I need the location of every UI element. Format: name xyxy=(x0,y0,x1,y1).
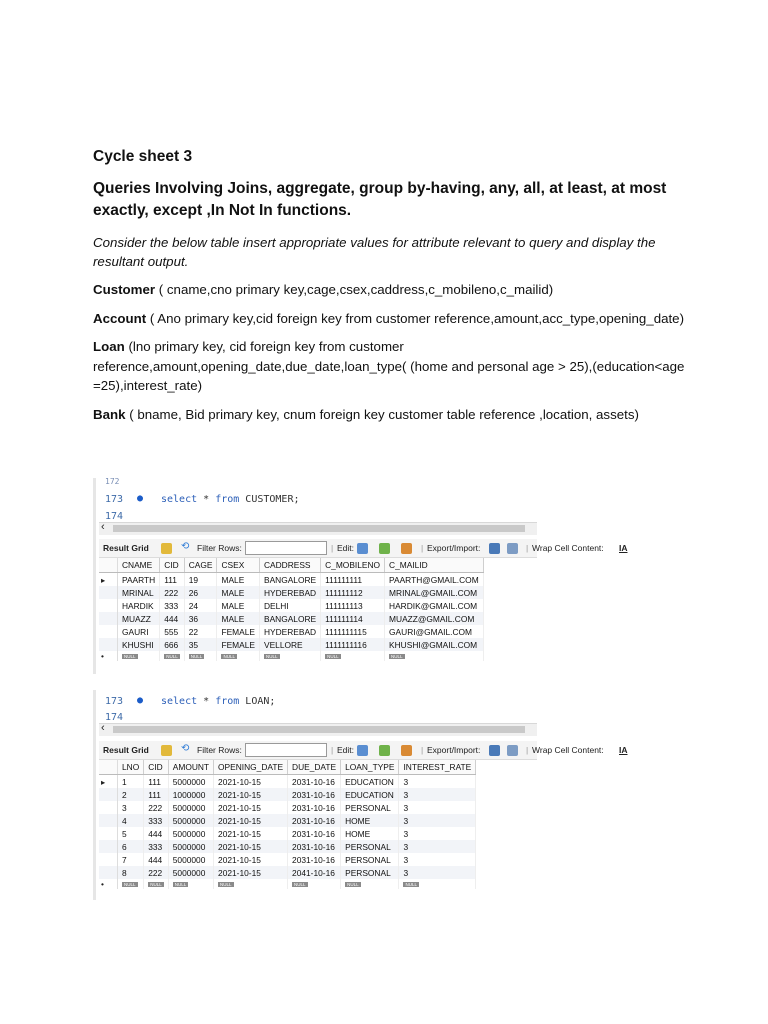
table-cell[interactable]: 3 xyxy=(399,827,476,840)
column-header[interactable]: CSEX xyxy=(217,558,260,573)
sql-star: * xyxy=(197,494,216,505)
toolbar-separator: | xyxy=(526,543,529,553)
sheet-title: Cycle sheet 3 xyxy=(93,148,193,165)
grid-view-icon[interactable] xyxy=(161,745,172,756)
table-cell[interactable]: 111 xyxy=(144,775,169,789)
table-cell[interactable]: 5000000 xyxy=(168,840,213,853)
table-cell[interactable]: 111111114 xyxy=(321,612,385,625)
table-cell[interactable]: EDUCATION xyxy=(341,788,399,801)
null-badge: NULL xyxy=(265,654,278,660)
line-number: 173 xyxy=(105,696,124,707)
table-cell[interactable]: 5 xyxy=(118,827,144,840)
export-import-label: Export/Import: xyxy=(427,543,481,553)
column-header[interactable]: LNO xyxy=(118,760,144,775)
null-badge: NULL xyxy=(150,882,162,888)
table-cell[interactable]: 2021-10-15 xyxy=(214,814,288,827)
table-cell[interactable]: 333 xyxy=(144,840,169,853)
table-cell[interactable]: DELHI xyxy=(259,599,320,612)
table-cell[interactable]: 5000000 xyxy=(168,775,213,789)
table-cell[interactable]: 3 xyxy=(399,840,476,853)
grid-header-row xyxy=(99,558,483,573)
column-header[interactable]: AMOUNT xyxy=(168,760,213,775)
loan-query-screenshot xyxy=(93,690,628,900)
line-number: 174 xyxy=(105,712,124,723)
new-row-marker-icon: • xyxy=(99,651,118,661)
table-row[interactable] xyxy=(99,775,476,789)
edit-cell-icon[interactable] xyxy=(357,543,368,554)
column-header[interactable]: CID xyxy=(144,760,169,775)
column-header[interactable]: CNAME xyxy=(118,558,160,573)
table-cell[interactable]: 3 xyxy=(399,775,476,789)
table-cell[interactable]: 2031-10-16 xyxy=(288,814,341,827)
table-cell[interactable]: 2021-10-15 xyxy=(214,840,288,853)
table-cell[interactable]: 2021-10-15 xyxy=(214,827,288,840)
null-cell[interactable] xyxy=(217,651,260,661)
table-cell[interactable]: MALE xyxy=(217,573,260,587)
horizontal-scrollbar[interactable] xyxy=(99,723,537,736)
table-cell[interactable]: PERSONAL xyxy=(341,866,399,879)
table-cell[interactable]: 2031-10-16 xyxy=(288,840,341,853)
table-cell[interactable]: HOME xyxy=(341,814,399,827)
customer-result-grid xyxy=(99,558,484,661)
toolbar-separator: | xyxy=(526,745,529,755)
row-marker xyxy=(99,586,118,599)
null-cell[interactable] xyxy=(399,879,476,889)
sql-keyword: from xyxy=(215,696,240,707)
new-row[interactable] xyxy=(99,879,476,889)
table-cell[interactable]: PERSONAL xyxy=(341,840,399,853)
table-cell[interactable]: MALE xyxy=(217,586,260,599)
table-cell[interactable]: 111111112 xyxy=(321,586,385,599)
table-cell[interactable]: 2041-10-16 xyxy=(288,866,341,879)
table-row[interactable] xyxy=(99,866,476,879)
document-body xyxy=(93,148,693,433)
customer-query-screenshot xyxy=(93,477,628,674)
filter-rows-input[interactable] xyxy=(245,541,327,555)
table-cell[interactable]: 2 xyxy=(118,788,144,801)
result-grid-tab[interactable]: Result Grid xyxy=(103,745,149,755)
table-cell[interactable]: 222 xyxy=(144,866,169,879)
null-badge: NULL xyxy=(220,882,232,888)
table-cell[interactable]: PAARTH@GMAIL.COM xyxy=(385,573,484,587)
gutter-bar xyxy=(93,478,96,674)
table-row[interactable] xyxy=(99,814,476,827)
scroll-thumb[interactable] xyxy=(113,726,525,733)
schema-name: Account xyxy=(93,310,147,326)
table-cell[interactable]: PAARTH xyxy=(118,573,160,587)
export-import-label: Export/Import: xyxy=(427,745,481,755)
add-row-icon[interactable] xyxy=(379,543,390,554)
table-cell[interactable]: 666 xyxy=(160,638,185,651)
null-badge: NULL xyxy=(347,882,359,888)
line-number: 172 xyxy=(105,477,120,486)
row-marker xyxy=(99,827,118,840)
row-marker xyxy=(99,814,118,827)
null-badge: NULL xyxy=(124,654,136,660)
table-cell[interactable]: KHUSHI xyxy=(118,638,160,651)
row-marker xyxy=(99,599,118,612)
table-cell[interactable]: MRINAL xyxy=(118,586,160,599)
table-cell[interactable]: 333 xyxy=(144,814,169,827)
table-cell[interactable]: 444 xyxy=(160,612,185,625)
table-cell[interactable]: 3 xyxy=(399,853,476,866)
table-cell[interactable]: 5000000 xyxy=(168,853,213,866)
table-cell[interactable]: 2031-10-16 xyxy=(288,801,341,814)
column-header[interactable]: DUE_DATE xyxy=(288,760,341,775)
table-cell[interactable]: 36 xyxy=(184,612,217,625)
statement-marker-icon: ● xyxy=(137,695,144,706)
table-cell[interactable]: GAURI@GMAIL.COM xyxy=(385,625,484,638)
schema-definition: (lno primary key, cid foreign key from customer reference,amount,opening_date,due_date,loan_type( (home and personal age > 25),(education<age =25),interest_rate) xyxy=(93,339,685,393)
line-number: 173 xyxy=(105,494,124,505)
statement-marker-icon: ● xyxy=(137,493,144,504)
column-header[interactable]: INTEREST_RATE xyxy=(399,760,476,775)
sql-table: CUSTOMER; xyxy=(239,494,300,505)
table-cell[interactable]: GAURI xyxy=(118,625,160,638)
sql-keyword: select xyxy=(161,696,198,707)
grid-header-row xyxy=(99,760,476,775)
row-marker xyxy=(99,801,118,814)
refresh-icon[interactable]: ⟲ xyxy=(181,743,190,754)
sql-keyword: select xyxy=(161,494,198,505)
table-cell[interactable]: BANGALORE xyxy=(259,612,320,625)
sheet-heading: Queries Involving Joins, aggregate, group by-having, any, all, at least, at most exactly, except ,In Not In functions. xyxy=(93,180,667,219)
table-cell[interactable]: 1111111115 xyxy=(321,625,385,638)
table-cell[interactable]: 3 xyxy=(399,814,476,827)
sql-table: LOAN; xyxy=(239,696,276,707)
row-marker xyxy=(99,788,118,801)
schema-account xyxy=(93,309,693,329)
column-header[interactable]: CADDRESS xyxy=(259,558,320,573)
table-cell[interactable]: 2021-10-15 xyxy=(214,801,288,814)
import-icon[interactable] xyxy=(507,745,518,756)
table-row[interactable] xyxy=(99,612,483,625)
null-cell[interactable] xyxy=(385,651,484,661)
table-cell[interactable]: 5000000 xyxy=(168,866,213,879)
null-cell[interactable] xyxy=(118,879,144,889)
table-cell[interactable]: 6 xyxy=(118,840,144,853)
table-row[interactable] xyxy=(99,638,483,651)
table-cell[interactable]: MRINAL@GMAIL.COM xyxy=(385,586,484,599)
column-header[interactable]: OPENING_DATE xyxy=(214,760,288,775)
null-badge: NULL xyxy=(223,654,235,660)
table-cell[interactable]: 7 xyxy=(118,853,144,866)
column-header[interactable]: CID xyxy=(160,558,185,573)
table-cell[interactable]: 111111111 xyxy=(321,573,385,587)
scroll-left-icon[interactable]: ‹ xyxy=(101,521,105,533)
line-number: 174 xyxy=(105,511,124,522)
table-cell[interactable]: 4 xyxy=(118,814,144,827)
table-cell[interactable]: 2021-10-15 xyxy=(214,788,288,801)
filter-rows-label: Filter Rows: xyxy=(197,543,242,553)
schema-name: Bank xyxy=(93,406,126,422)
table-cell[interactable]: 555 xyxy=(160,625,185,638)
table-cell[interactable]: 24 xyxy=(184,599,217,612)
null-cell[interactable] xyxy=(288,879,341,889)
sql-statement xyxy=(161,696,275,707)
null-cell[interactable] xyxy=(160,651,185,661)
row-marker xyxy=(99,866,118,879)
result-toolbar xyxy=(99,539,628,558)
table-cell[interactable]: 3 xyxy=(399,788,476,801)
toolbar-separator: | xyxy=(421,745,424,755)
table-cell[interactable]: 222 xyxy=(144,801,169,814)
table-cell[interactable]: FEMALE xyxy=(217,625,260,638)
table-cell[interactable]: 111 xyxy=(160,573,185,587)
table-cell[interactable]: 35 xyxy=(184,638,217,651)
row-marker xyxy=(99,612,118,625)
table-cell[interactable]: 3 xyxy=(399,801,476,814)
null-cell[interactable] xyxy=(341,879,399,889)
new-row-marker-icon: • xyxy=(99,879,118,889)
import-icon[interactable] xyxy=(507,543,518,554)
sql-keyword: from xyxy=(215,494,240,505)
null-badge: NULL xyxy=(327,654,339,660)
null-badge: NULL xyxy=(405,882,417,888)
schema-bank xyxy=(93,405,693,425)
table-cell[interactable]: HYDEREBAD xyxy=(259,625,320,638)
table-cell[interactable]: 3 xyxy=(118,801,144,814)
table-cell[interactable]: 2021-10-15 xyxy=(214,853,288,866)
table-cell[interactable]: 1111111116 xyxy=(321,638,385,651)
scroll-thumb[interactable] xyxy=(113,525,525,532)
table-row[interactable] xyxy=(99,840,476,853)
toolbar-separator: | xyxy=(331,745,334,755)
wrap-cell-content-label: Wrap Cell Content: xyxy=(532,543,604,553)
schema-loan xyxy=(93,337,693,396)
sql-statement xyxy=(161,494,300,505)
table-cell[interactable]: MALE xyxy=(217,612,260,625)
table-row[interactable] xyxy=(99,801,476,814)
toolbar-separator: | xyxy=(421,543,424,553)
schema-definition: ( Ano primary key,cid foreign key from customer reference,amount,acc_type,opening_date) xyxy=(146,310,685,326)
result-grid-tab[interactable]: Result Grid xyxy=(103,543,149,553)
gutter-bar xyxy=(93,690,96,900)
table-row[interactable] xyxy=(99,573,483,587)
grid-view-icon[interactable] xyxy=(161,543,172,554)
table-cell[interactable]: EDUCATION xyxy=(341,775,399,789)
schema-customer xyxy=(93,280,693,300)
column-header[interactable]: C_MAILID xyxy=(385,558,484,573)
table-cell[interactable]: 2031-10-16 xyxy=(288,775,341,789)
table-cell[interactable]: HARDIK xyxy=(118,599,160,612)
row-marker xyxy=(99,853,118,866)
column-header[interactable]: C_MOBILENO xyxy=(321,558,385,573)
table-cell[interactable]: 111111113 xyxy=(321,599,385,612)
table-cell[interactable]: 3 xyxy=(399,866,476,879)
table-cell[interactable]: 26 xyxy=(184,586,217,599)
wrap-cell-icon[interactable]: IA xyxy=(619,543,628,553)
column-header[interactable]: LOAN_TYPE xyxy=(341,760,399,775)
table-cell[interactable]: 2021-10-15 xyxy=(214,866,288,879)
table-cell[interactable]: HARDIK@GMAIL.COM xyxy=(385,599,484,612)
table-cell[interactable]: 333 xyxy=(160,599,185,612)
null-cell[interactable] xyxy=(321,651,385,661)
schema-definition: ( cname,cno primary key,cage,csex,caddress,c_mobileno,c_mailid) xyxy=(155,282,554,297)
table-cell[interactable]: 5000000 xyxy=(168,827,213,840)
current-row-marker-icon: ▸ xyxy=(99,775,118,789)
toolbar-separator: | xyxy=(331,543,334,553)
table-cell[interactable]: KHUSHI@GMAIL.COM xyxy=(385,638,484,651)
edit-cell-icon[interactable] xyxy=(357,745,368,756)
sheet-intro: Consider the below table insert appropriate values for attribute relevant to query and display the resultant output. xyxy=(93,235,656,269)
null-cell[interactable] xyxy=(259,651,320,661)
edit-label: Edit: xyxy=(337,543,355,553)
table-cell[interactable]: BANGALORE xyxy=(259,573,320,587)
table-cell[interactable]: 22 xyxy=(184,625,217,638)
null-badge: NULL xyxy=(294,882,306,888)
null-cell[interactable] xyxy=(184,651,217,661)
table-cell[interactable]: MUAZZ@GMAIL.COM xyxy=(385,612,484,625)
null-badge: NULL xyxy=(166,654,178,660)
table-cell[interactable]: HYDEREBAD xyxy=(259,586,320,599)
delete-row-icon[interactable] xyxy=(401,745,412,756)
sql-star: * xyxy=(197,696,216,707)
table-cell[interactable]: MALE xyxy=(217,599,260,612)
schema-name: Customer xyxy=(93,282,156,297)
wrap-cell-icon[interactable]: IA xyxy=(619,745,628,755)
null-badge: NULL xyxy=(174,882,187,888)
schema-definition: ( bname, Bid primary key, cnum foreign key customer table reference ,location, assets) xyxy=(125,406,639,422)
table-cell[interactable]: 5000000 xyxy=(168,801,213,814)
table-row[interactable] xyxy=(99,625,483,638)
delete-row-icon[interactable] xyxy=(401,543,412,554)
table-cell[interactable]: PERSONAL xyxy=(341,801,399,814)
sql-editor[interactable] xyxy=(99,478,537,522)
null-cell[interactable] xyxy=(214,879,288,889)
row-marker xyxy=(99,625,118,638)
null-cell[interactable] xyxy=(144,879,169,889)
refresh-icon[interactable]: ⟲ xyxy=(181,541,190,552)
table-row[interactable] xyxy=(99,827,476,840)
column-header[interactable]: CAGE xyxy=(184,558,217,573)
null-badge: NULL xyxy=(124,882,136,888)
table-cell[interactable]: 444 xyxy=(144,827,169,840)
table-row[interactable] xyxy=(99,788,476,801)
table-cell[interactable]: 8 xyxy=(118,866,144,879)
filter-rows-label: Filter Rows: xyxy=(197,745,242,755)
result-toolbar xyxy=(99,741,628,760)
table-row[interactable] xyxy=(99,599,483,612)
edit-label: Edit: xyxy=(337,745,355,755)
table-cell[interactable]: 2031-10-16 xyxy=(288,788,341,801)
table-cell[interactable]: HOME xyxy=(341,827,399,840)
export-icon[interactable] xyxy=(489,543,500,554)
row-marker-header xyxy=(99,558,118,573)
export-icon[interactable] xyxy=(489,745,500,756)
null-cell[interactable] xyxy=(118,651,160,661)
table-cell[interactable]: 111 xyxy=(144,788,169,801)
table-cell[interactable]: 1000000 xyxy=(168,788,213,801)
add-row-icon[interactable] xyxy=(379,745,390,756)
null-cell[interactable] xyxy=(168,879,213,889)
scroll-left-icon[interactable]: ‹ xyxy=(101,722,105,734)
table-row[interactable] xyxy=(99,853,476,866)
table-cell[interactable]: VELLORE xyxy=(259,638,320,651)
row-marker-header xyxy=(99,760,118,775)
current-row-marker-icon: ▸ xyxy=(99,573,118,587)
row-marker xyxy=(99,638,118,651)
wrap-cell-content-label: Wrap Cell Content: xyxy=(532,745,604,755)
table-cell[interactable]: 2021-10-15 xyxy=(214,775,288,789)
table-cell[interactable]: 222 xyxy=(160,586,185,599)
schema-name: Loan xyxy=(93,339,125,354)
table-cell[interactable]: FEMALE xyxy=(217,638,260,651)
table-cell[interactable]: 5000000 xyxy=(168,814,213,827)
new-row[interactable] xyxy=(99,651,483,661)
table-cell[interactable]: 2031-10-16 xyxy=(288,827,341,840)
table-cell[interactable]: PERSONAL xyxy=(341,853,399,866)
filter-rows-input[interactable] xyxy=(245,743,327,757)
table-cell[interactable]: 2031-10-16 xyxy=(288,853,341,866)
table-cell[interactable]: 19 xyxy=(184,573,217,587)
row-marker xyxy=(99,840,118,853)
table-row[interactable] xyxy=(99,586,483,599)
table-cell[interactable]: MUAZZ xyxy=(118,612,160,625)
table-cell[interactable]: 444 xyxy=(144,853,169,866)
null-badge: NULL xyxy=(391,654,403,660)
null-badge: NULL xyxy=(190,654,203,660)
table-cell[interactable]: 1 xyxy=(118,775,144,789)
horizontal-scrollbar[interactable] xyxy=(99,522,537,535)
loan-result-grid xyxy=(99,760,476,889)
